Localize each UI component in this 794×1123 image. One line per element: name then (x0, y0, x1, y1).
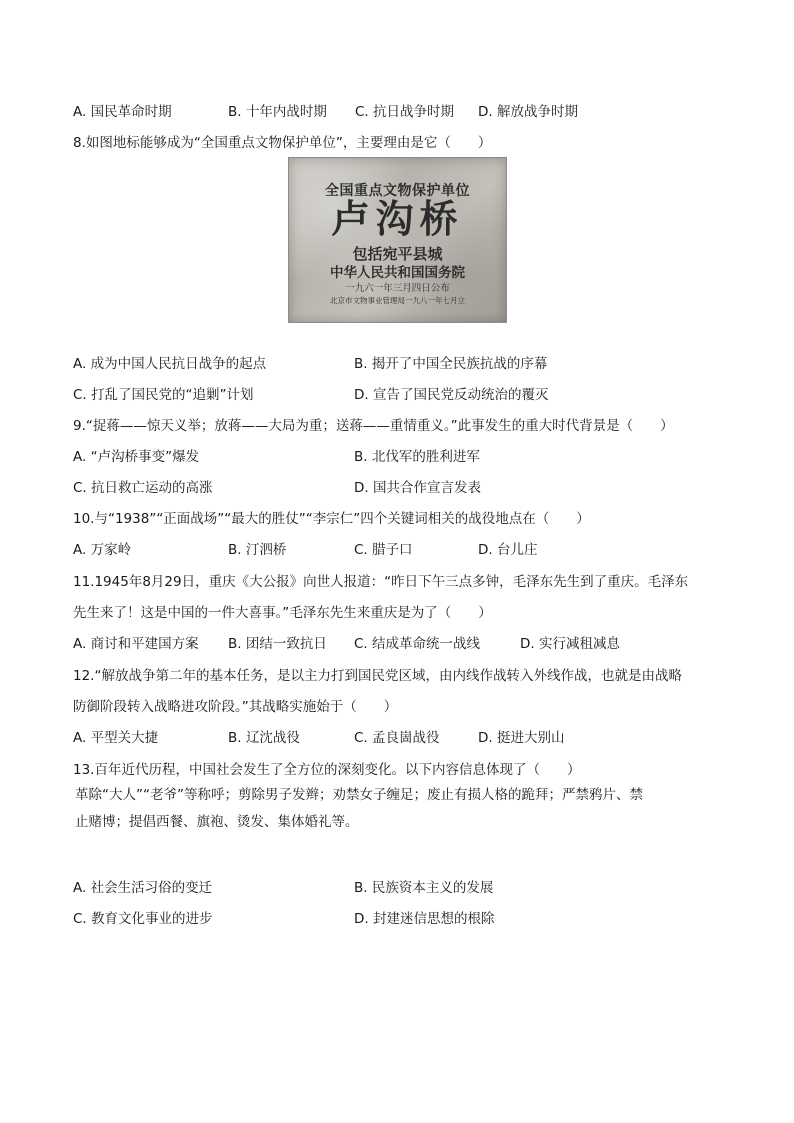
q10-option-b: B. 汀泗桥 (228, 542, 287, 558)
q10-option-d: D. 台儿庄 (478, 542, 538, 558)
q12-option-c: C. 孟良崮战役 (354, 730, 440, 746)
q12-option-d: D. 挺进大别山 (478, 730, 565, 746)
q13-option-c: C. 教育文化事业的进步 (73, 911, 213, 927)
q8-stem: 8.如图地标能够成为“全国重点文物保护单位”，主要理由是它（ ） (73, 135, 492, 151)
q8-option-d: D. 宣告了国民党反动统治的覆灭 (354, 387, 549, 403)
q10-option-c: C. 腊子口 (354, 542, 413, 558)
plaque-line-5: 一九六一年三月四日公布 (345, 283, 450, 294)
q8-option-a: A. 成为中国人民抗日战争的起点 (73, 356, 267, 372)
plaque-line-6: 北京市文物事业管理局一九八一年七月立 (330, 296, 465, 305)
q10-option-a: A. 万家岭 (73, 542, 132, 558)
q13-material-line-1: 革除“大人”“老爷”等称呼；剪除男子发辫；劝禁女子缠足；废止有损人格的跪拜；严禁鸦片、禁 (75, 787, 643, 803)
q9-option-a: A. “卢沟桥事变”爆发 (73, 449, 200, 465)
plaque-line-2: 卢沟桥 (331, 196, 464, 241)
lugou-bridge-plaque-image (288, 157, 507, 323)
q9-option-c: C. 抗日救亡运动的高涨 (73, 480, 213, 496)
q11-option-c: C. 结成革命统一战线 (354, 636, 481, 652)
q9-option-d: D. 国共合作宣言发表 (354, 480, 481, 496)
q7-option-c: C. 抗日战争时期 (355, 104, 455, 120)
q11-stem-line-2: 先生来了！这是中国的一件大喜事。”毛泽东先生来重庆是为了（ ） (73, 605, 492, 621)
q7-option-b: B. 十年内战时期 (228, 104, 327, 120)
q10-stem: 10.与“1938”“正面战场”“最大的胜仗”“李宗仁”四个关键词相关的战役地点在（ ） (73, 511, 590, 527)
q13-material-line-2: 止赌博；提倡西餐、旗袍、烫发、集体婚礼等。 (75, 814, 359, 830)
q9-option-b: B. 北伐军的胜利进军 (354, 449, 480, 465)
q9-stem: 9.“捉蒋——惊天义举；放蒋——大局为重；送蒋——重情重义。”此事发生的重大时代背景是（ ） (73, 418, 674, 434)
q13-stem: 13.百年近代历程，中国社会发生了全方位的深刻变化。以下内容信息体现了（ ） (73, 762, 581, 778)
q11-option-a: A. 商讨和平建国方案 (73, 636, 199, 652)
q12-option-b: B. 辽沈战役 (228, 730, 300, 746)
q12-stem-line-1: 12.“解放战争第二年的基本任务，是以主力打到国民党区域，由内线作战转入外线作战，也就是由战略 (73, 668, 682, 684)
q13-option-a: A. 社会生活习俗的变迁 (73, 880, 213, 896)
q7-option-d: D. 解放战争时期 (478, 104, 578, 120)
plaque-line-3: 包括宛平县城 (352, 245, 443, 263)
q11-stem-line-1: 11.1945年8月29日，重庆《大公报》向世人报道：“昨日下午三点多钟，毛泽东先生到了重庆。毛泽东 (73, 574, 689, 590)
q12-option-a: A. 平型关大捷 (73, 730, 159, 746)
q13-option-b: B. 民族资本主义的发展 (354, 880, 494, 896)
q8-option-c: C. 打乱了国民党的“追剿”计划 (73, 387, 254, 403)
q7-option-a: A. 国民革命时期 (73, 104, 172, 120)
q13-option-d: D. 封建迷信思想的根除 (354, 911, 495, 927)
plaque-line-4: 中华人民共和国国务院 (330, 265, 465, 281)
q12-stem-line-2: 防御阶段转入战略进攻阶段。”其战略实施始于（ ） (73, 699, 398, 715)
q8-option-b: B. 揭开了中国全民族抗战的序幕 (354, 356, 548, 372)
plaque-line-1: 全国重点文物保护单位 (325, 183, 470, 199)
q11-option-d: D. 实行减租减息 (520, 636, 620, 652)
q11-option-b: B. 团结一致抗日 (228, 636, 327, 652)
